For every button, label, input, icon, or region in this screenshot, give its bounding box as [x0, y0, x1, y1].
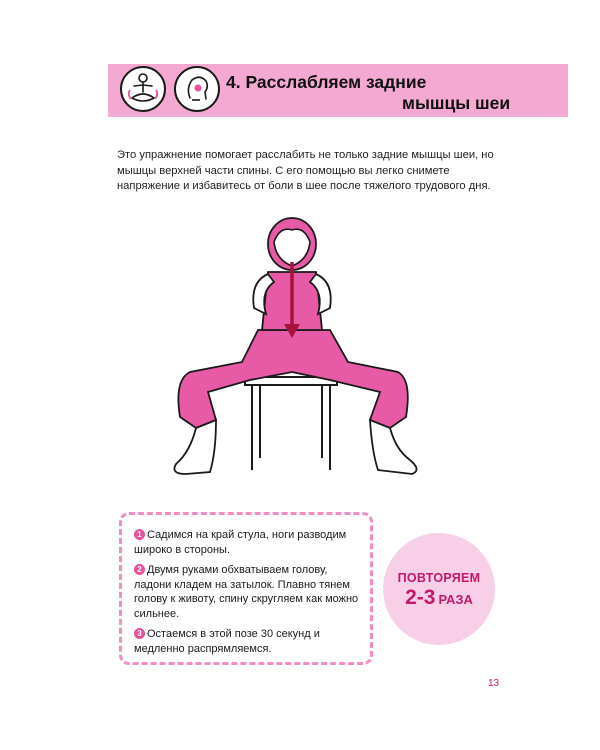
repeat-count-line: [383, 586, 495, 610]
step-number: 2: [134, 564, 145, 575]
right-foot: [370, 420, 417, 474]
left-foot: [174, 420, 216, 474]
exercise-illustration: [150, 212, 440, 502]
repeat-unit: РАЗА: [438, 592, 473, 607]
chair: [245, 377, 337, 470]
step-text: Двумя руками обхватываем голову, ладони кладем на затылок. Плавно тянем голову к животу, спину скругляем как можно сильнее.: [134, 564, 359, 620]
repeat-badge: [383, 533, 495, 645]
step-text: Садимся на край стула, ноги разводим широко в стороны.: [134, 529, 347, 556]
step-3: [134, 627, 360, 656]
step-number: 1: [134, 529, 145, 540]
intro-text: Это упражнение помогает расслабить не только задние мышцы шеи, но мышцы верхней части спины. С его помощью вы легко снимете напряжение и избавитесь от боли в шее после тяжелого трудового дня.: [117, 149, 494, 192]
step-2: [134, 563, 360, 621]
page-number: 13: [488, 678, 500, 689]
step-text: Остаемся в этой позе 30 секунд и медленно распрямляемся.: [134, 628, 320, 655]
step-1: [134, 528, 360, 557]
steps-box: [119, 512, 373, 665]
head-neck-icon: [174, 66, 220, 112]
title-line-1: 4. Расслабляем задние: [226, 72, 427, 92]
step-number: 3: [134, 628, 145, 639]
repeat-count: 2-3: [405, 586, 436, 609]
meditation-icon: [120, 66, 166, 112]
repeat-label: ПОВТОРЯЕМ: [397, 571, 481, 585]
page-title: [226, 72, 526, 114]
title-line-2: мышцы шеи: [402, 93, 511, 113]
